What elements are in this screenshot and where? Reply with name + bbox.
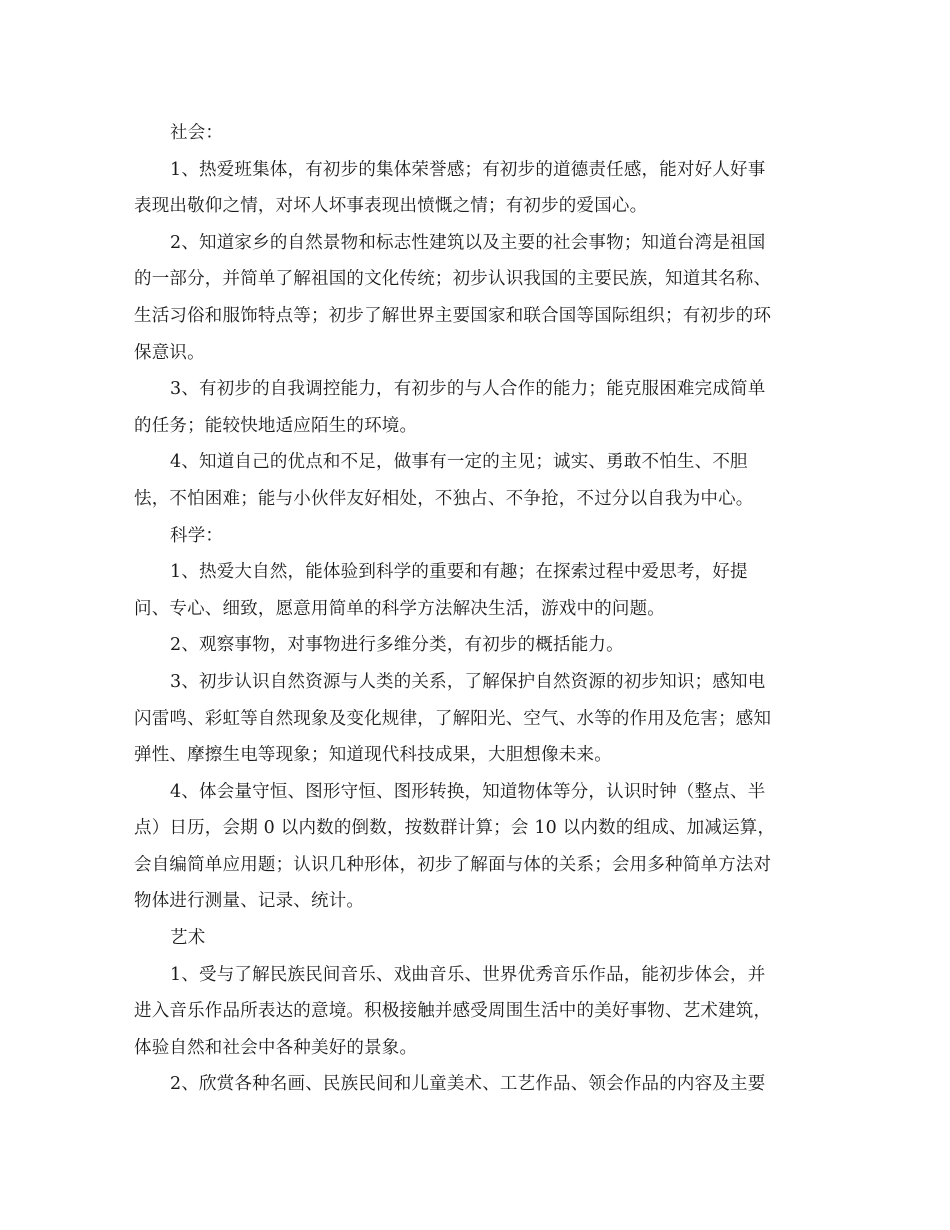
text-line: 进入音乐作品所表达的意境。积极接触并感受周围生活中的美好事物、艺术建筑， xyxy=(134,1001,772,1022)
text-line: 点）日历，会期 0 以内数的倒数，按数群计算；会 10 以内数的组成、加减运算， xyxy=(134,818,776,839)
text-line: 4、知道自己的优点和不足，做事有一定的主见；诚实、勇敢不怕生、不胆 xyxy=(170,452,748,473)
text-line: 弹性、摩擦生电等现象；知道现代科技成果，大胆想像未来。 xyxy=(134,745,612,766)
text-line: 1、热爱大自然，能体验到科学的重要和有趣；在探索过程中爱思考，好提 xyxy=(170,562,748,583)
text-line: 艺术 xyxy=(170,928,206,949)
text-line: 的任务；能较快地适应陌生的环境。 xyxy=(134,415,418,436)
document-body xyxy=(134,115,818,1103)
text-line: 4、体会量守恒、图形守恒、图形转换，知道物体等分，认识时钟（整点、半 xyxy=(170,781,766,802)
text-line: 科学： xyxy=(170,525,224,546)
text-line: 的一部分，并简单了解祖国的文化传统；初步认识我国的主要民族，知道其名称、 xyxy=(134,269,772,290)
text-line: 表现出敬仰之情，对坏人坏事表现出愤慨之情；有初步的爱国心。 xyxy=(134,196,648,217)
text-line: 物体进行测量、记录、统计。 xyxy=(134,891,365,912)
text-line: 闪雷鸣、彩虹等自然现象及变化规律，了解阳光、空气、水等的作用及危害；感知 xyxy=(134,708,772,729)
text-line: 1、受与了解民族民间音乐、戏曲音乐、世界优秀音乐作品，能初步体会，并 xyxy=(170,964,766,985)
text-line: 1、热爱班集体，有初步的集体荣誉感；有初步的道德责任感，能对好人好事 xyxy=(170,159,766,180)
text-line: 问、专心、细致，愿意用简单的科学方法解决生活，游戏中的问题。 xyxy=(134,598,665,619)
text-line: 3、有初步的自我调控能力，有初步的与人合作的能力；能克服困难完成简单 xyxy=(170,379,766,400)
text-line: 体验自然和社会中各种美好的景象。 xyxy=(134,1037,418,1058)
text-line: 生活习俗和服饰特点等；初步了解世界主要国家和联合国等国际组织；有初步的环 xyxy=(134,305,772,326)
text-line: 2、欣赏各种名画、民族民间和儿童美术、工艺作品、领会作品的内容及主要 xyxy=(170,1074,766,1095)
text-line: 怯，不怕困难；能与小伙伴友好相处，不独占、不争抢，不过分以自我为中心。 xyxy=(134,488,754,509)
text-line: 3、初步认识自然资源与人类的关系，了解保护自然资源的初步知识；感知电 xyxy=(170,671,766,692)
text-line: 2、观察事物，对事物进行多维分类，有初步的概括能力。 xyxy=(170,635,624,656)
text-line: 2、知道家乡的自然景物和标志性建筑以及主要的社会事物；知道台湾是祖国 xyxy=(170,232,766,253)
text-line: 会自编简单应用题；认识几种形体，初步了解面与体的关系；会用多种简单方法对 xyxy=(134,854,772,875)
text-line: 保意识。 xyxy=(134,342,205,363)
text-line: 社会： xyxy=(170,123,224,143)
